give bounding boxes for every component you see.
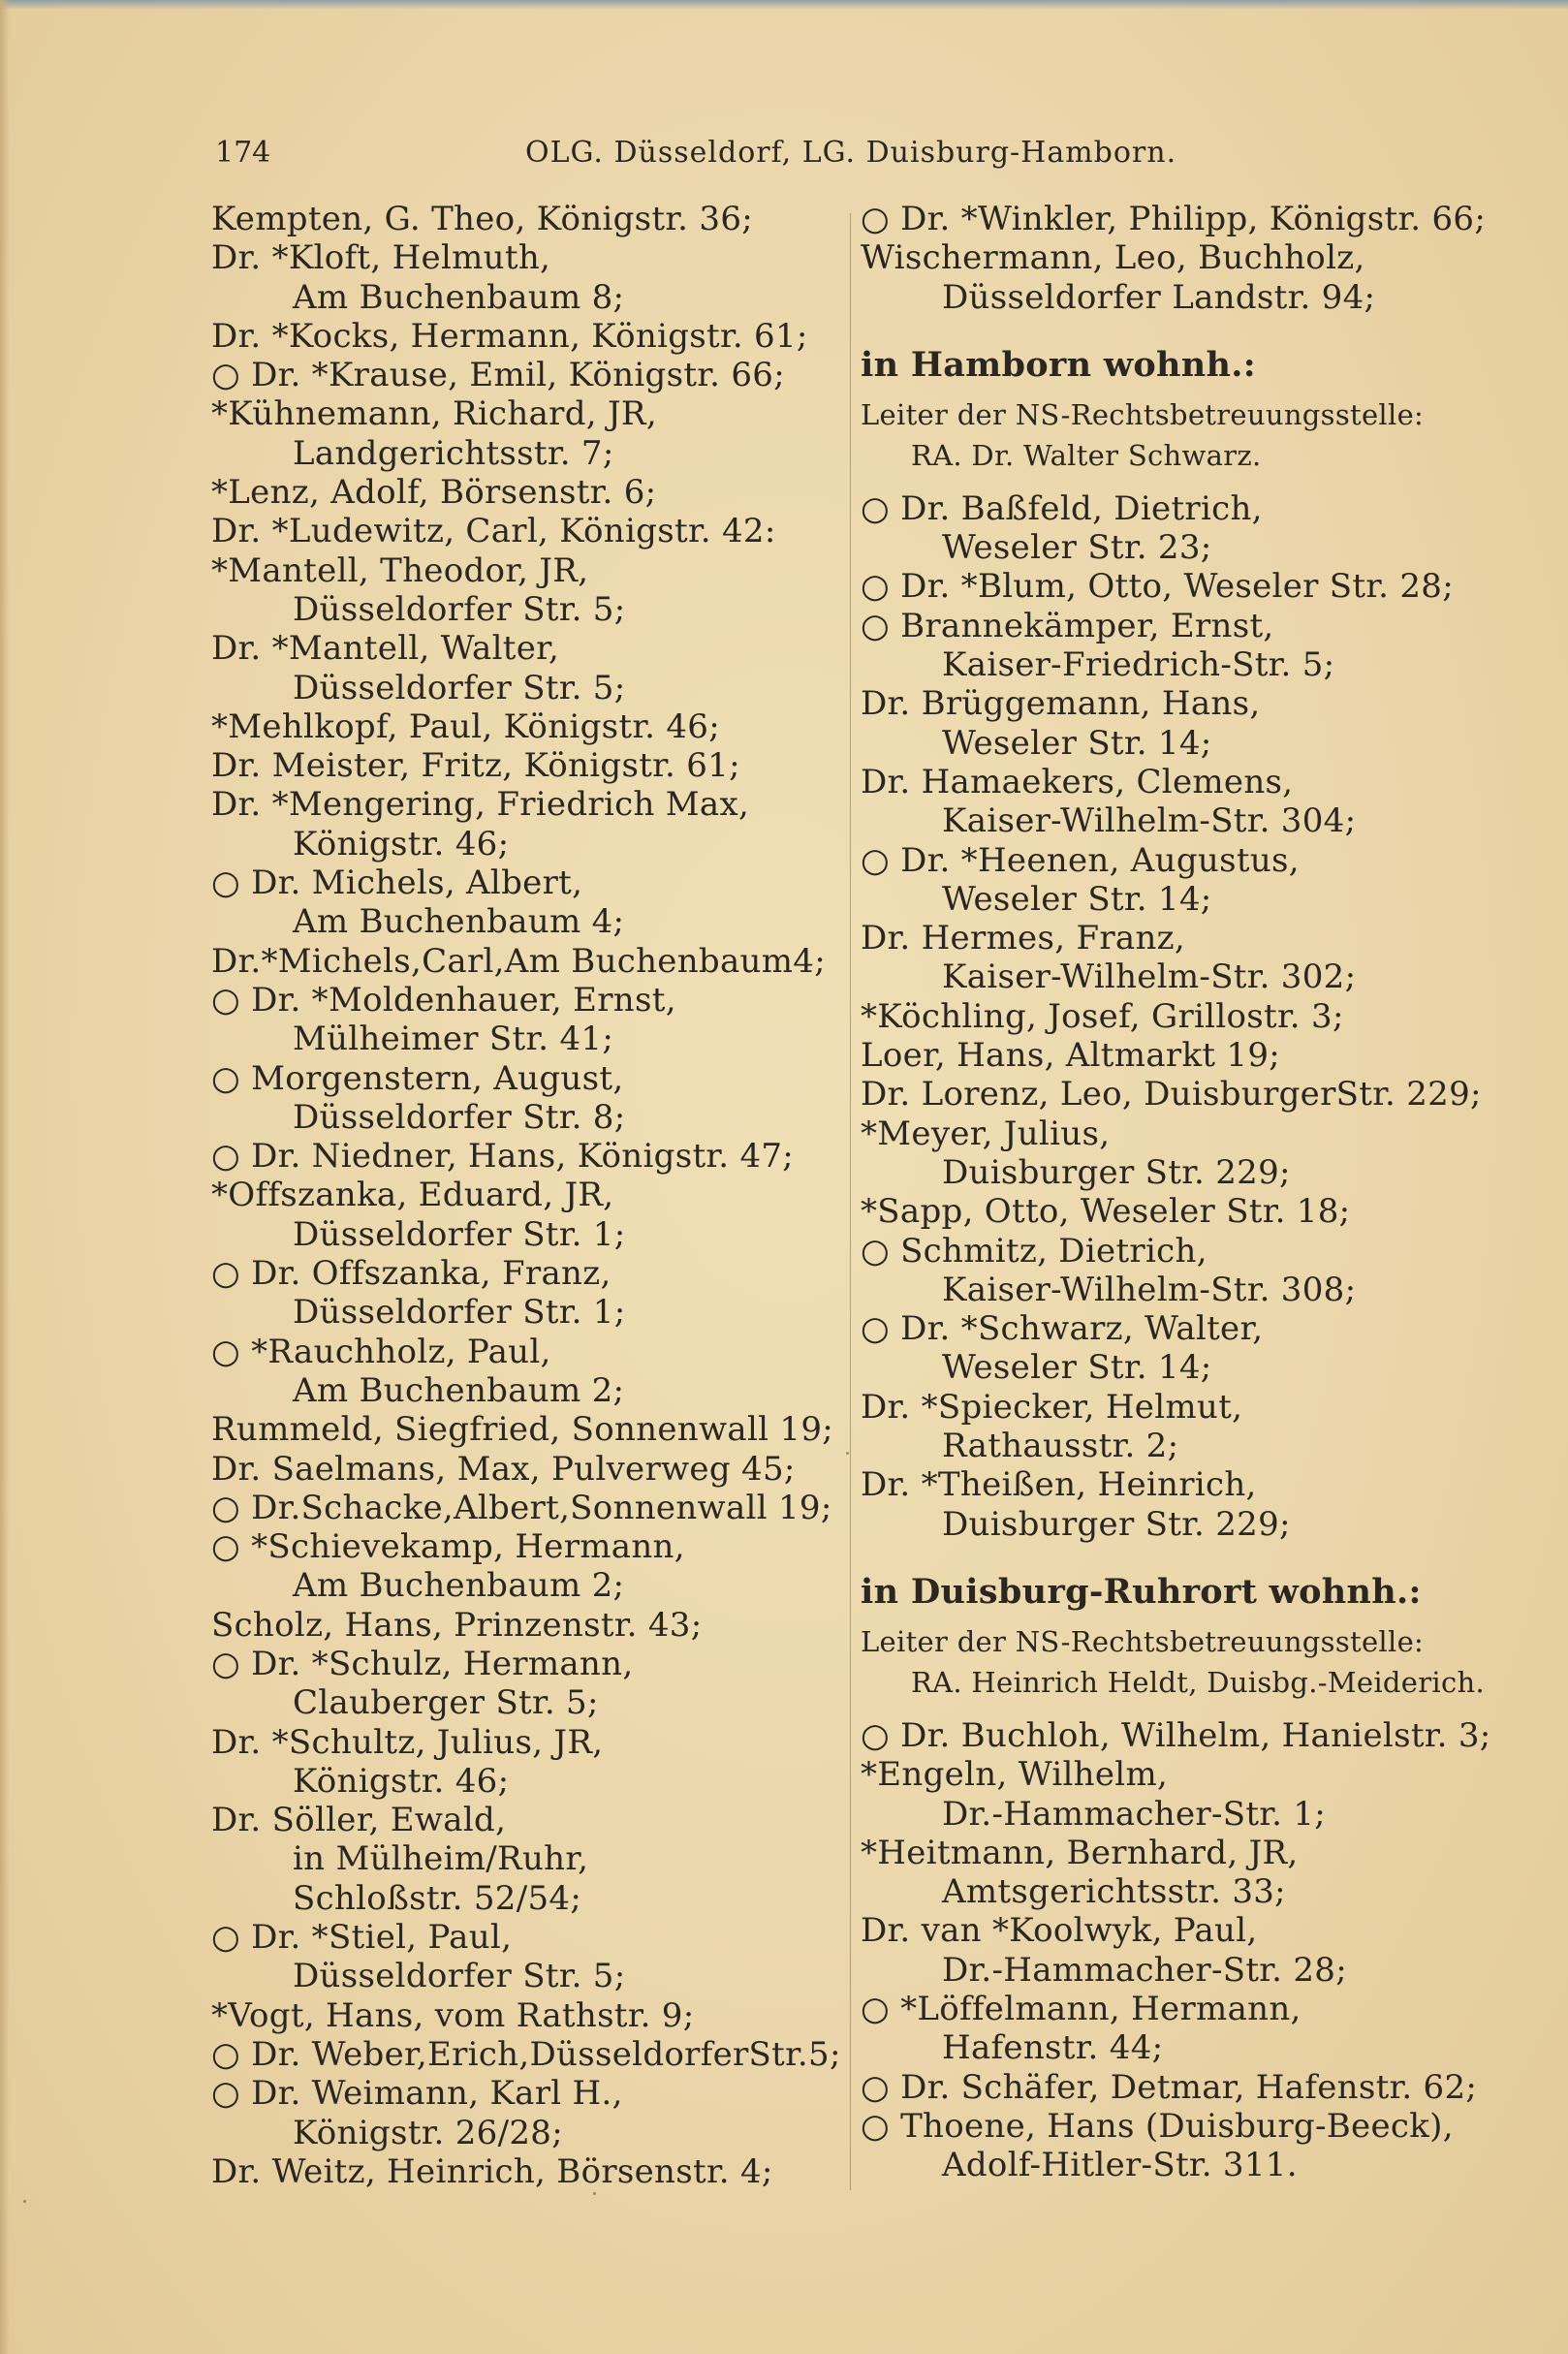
directory-entry: ○ Dr. Offszanka, Franz, <box>211 1254 612 1294</box>
entry-continuation-line: Kaiser-Friedrich-Str. 5; <box>942 645 1335 685</box>
entry-continuation-line: Düsseldorfer Str. 5; <box>293 589 626 629</box>
entry-continuation-line: in Mülheim/Ruhr, <box>293 1839 589 1879</box>
directory-entry: ○ Dr. *Blum, Otto, Weseler Str. 28; <box>861 567 1454 607</box>
entry-continuation-line: Düsseldorfer Landstr. 94; <box>942 277 1376 317</box>
directory-entry: Dr. *Schultz, Julius, JR, <box>211 1722 604 1762</box>
section-heading-hamborn: in Hamborn wohnh.: <box>861 344 1256 385</box>
directory-entry: ○ Dr. Michels, Albert, <box>211 863 583 903</box>
entry-continuation-line: Clauberger Str. 5; <box>293 1683 599 1723</box>
paper-speck <box>846 1452 849 1455</box>
directory-entry: ○ *Schievekamp, Hermann, <box>211 1527 685 1567</box>
directory-entry: Dr. Meister, Fritz, Königstr. 61; <box>211 746 740 786</box>
entry-continuation-line: Düsseldorfer Str. 5; <box>293 668 626 707</box>
directory-entry: *Sapp, Otto, Weseler Str. 18; <box>861 1192 1351 1232</box>
directory-entry: Loer, Hans, Altmarkt 19; <box>861 1036 1281 1076</box>
directory-entry: ○ Dr. *Moldenhauer, Ernst, <box>211 980 676 1020</box>
left-column <box>211 200 841 2191</box>
directory-entry: Rummeld, Siegfried, Sonnenwall 19; <box>211 1410 834 1450</box>
directory-entry: ○ *Rauchholz, Paul, <box>211 1332 551 1371</box>
directory-entry: *Lenz, Adolf, Börsenstr. 6; <box>211 473 657 513</box>
directory-entry: *Köchling, Josef, Grillostr. 3; <box>861 996 1344 1036</box>
entry-continuation-line: Weseler Str. 23; <box>942 528 1212 568</box>
directory-entry: ○ Dr. *Schulz, Hermann, <box>211 1644 634 1683</box>
directory-entry: Dr. Lorenz, Leo, DuisburgerStr. 229; <box>861 1075 1482 1114</box>
hamborn-entries <box>861 489 1490 1544</box>
entry-continuation-line: Düsseldorfer Str. 1; <box>293 1293 626 1333</box>
directory-entry: Dr. Hamaekers, Clemens, <box>861 762 1294 801</box>
entry-continuation-line: Amtsgerichtsstr. 33; <box>942 1872 1286 1912</box>
directory-entry: *Mantell, Theodor, JR, <box>211 550 589 590</box>
entry-continuation-line: Dr.-Hammacher-Str. 1; <box>942 1794 1327 1834</box>
directory-entry: Dr. Hermes, Franz, <box>861 919 1185 958</box>
directory-entry: ○ Dr. Niedner, Hans, Königstr. 47; <box>211 1137 795 1177</box>
directory-entry: ○ Morgenstern, August, <box>211 1058 624 1098</box>
entry-continuation-line: Kaiser-Wilhelm-Str. 308; <box>942 1270 1357 1309</box>
entry-continuation-line: Schloßstr. 52/54; <box>293 1878 582 1918</box>
ruhrort-entries <box>861 1716 1490 2185</box>
running-head: OLG. Düsseldorf, LG. Duisburg-Hamborn. <box>525 136 1177 170</box>
directory-entry: *Vogt, Hans, vom Rathstr. 9; <box>211 1995 695 2035</box>
entry-continuation-line: Königstr. 46; <box>293 824 510 863</box>
directory-entry: Wischermann, Leo, Buchholz, <box>861 238 1365 278</box>
entry-continuation-line: Weseler Str. 14; <box>942 1348 1212 1388</box>
right-column <box>861 200 1490 2184</box>
directory-entry: *Heitmann, Bernhard, JR, <box>861 1833 1299 1872</box>
directory-entry: *Kühnemann, Richard, JR, <box>211 394 657 434</box>
entry-continuation-line: Am Buchenbaum 2; <box>293 1370 625 1410</box>
directory-entry: Dr. *Kocks, Hermann, Königstr. 61; <box>211 316 808 356</box>
directory-entry: Dr.*Michels,Carl,Am Buchenbaum4; <box>211 941 826 981</box>
entry-continuation-line: Am Buchenbaum 2; <box>293 1566 625 1606</box>
paper-speck <box>593 2192 596 2195</box>
directory-entry: Dr. Saelmans, Max, Pulverweg 45; <box>211 1449 796 1489</box>
entry-continuation-line: Mülheimer Str. 41; <box>293 1020 614 1059</box>
directory-entry: ○ Dr. Weimann, Karl H., <box>211 2074 623 2114</box>
entry-continuation-line: Duisburger Str. 229; <box>942 1152 1291 1192</box>
directory-entry: ○ Dr.Schacke,Albert,Sonnenwall 19; <box>211 1488 832 1527</box>
entry-continuation-line: Dr.-Hammacher-Str. 28; <box>942 1950 1347 1990</box>
directory-entry: Dr. *Kloft, Helmuth, <box>211 238 551 278</box>
directory-entry: *Engeln, Wilhelm, <box>861 1755 1169 1795</box>
directory-entry: ○ Thoene, Hans (Duisburg-Beeck), <box>861 2106 1454 2146</box>
entry-continuation-line: Hafenstr. 44; <box>942 2028 1164 2068</box>
entry-continuation-line: Landgerichtsstr. 7; <box>293 433 614 473</box>
directory-entry: Dr. Söller, Ewald, <box>211 1801 507 1840</box>
directory-entry: *Mehlkopf, Paul, Königstr. 46; <box>211 706 720 746</box>
right-top-entries <box>861 200 1490 317</box>
directory-entry: ○ Dr. *Winkler, Philipp, Königstr. 66; <box>861 200 1487 238</box>
entry-continuation-line: Adolf-Hitler-Str. 311. <box>942 2146 1298 2185</box>
leiter-name-ruhrort: RA. Heinrich Heldt, Duisbg.-Meiderich. <box>911 1665 1486 1699</box>
directory-entry: ○ Dr. *Heenen, Augustus, <box>861 840 1300 880</box>
entry-continuation-line: Am Buchenbaum 8; <box>293 277 625 317</box>
entry-continuation-line: Weseler Str. 14; <box>942 879 1212 919</box>
entry-continuation-line: Düsseldorfer Str. 5; <box>293 1957 626 1996</box>
directory-entry: ○ Dr. *Schwarz, Walter, <box>861 1309 1264 1349</box>
directory-entry: *Offszanka, Eduard, JR, <box>211 1176 614 1215</box>
directory-entry: ○ Dr. Weber,Erich,DüsseldorferStr.5; <box>211 2034 841 2074</box>
entry-continuation-line: Duisburger Str. 229; <box>942 1504 1291 1544</box>
entry-continuation-line: Kaiser-Wilhelm-Str. 302; <box>942 957 1357 997</box>
directory-entry: ○ Dr. Baßfeld, Dietrich, <box>861 488 1263 528</box>
directory-entry: Dr. *Spiecker, Helmut, <box>861 1387 1243 1427</box>
directory-entry: ○ Dr. Schäfer, Detmar, Hafenstr. 62; <box>861 2067 1478 2107</box>
entry-continuation-line: Kaiser-Wilhelm-Str. 304; <box>942 801 1357 841</box>
entry-continuation-line: Weseler Str. 14; <box>942 723 1212 763</box>
directory-entry: ○ Dr. Buchloh, Wilhelm, Hanielstr. 3; <box>861 1715 1491 1755</box>
leiter-label-ruhrort: Leiter der NS-Rechtsbetreuungsstelle: <box>861 1624 1425 1658</box>
directory-entry: Dr. Brüggemann, Hans, <box>861 684 1261 724</box>
entry-continuation-line: Rathausstr. 2; <box>942 1427 1179 1466</box>
directory-entry: Dr. *Ludewitz, Carl, Königstr. 42: <box>211 512 776 551</box>
directory-entry: Dr. van *Koolwyk, Paul, <box>861 1911 1258 1951</box>
directory-entry: *Meyer, Julius, <box>861 1114 1111 1153</box>
directory-entry: Dr. *Theißen, Heinrich, <box>861 1465 1257 1505</box>
page-header <box>215 130 1204 176</box>
paper-speck <box>23 2200 26 2203</box>
entry-continuation-line: Königstr. 26/28; <box>293 2113 563 2152</box>
page-number: 174 <box>215 136 271 170</box>
column-divider <box>850 213 851 2190</box>
leiter-label-hamborn: Leiter der NS-Rechtsbetreuungsstelle: <box>861 397 1425 431</box>
directory-entry: ○ *Löffelmann, Hermann, <box>861 1989 1301 2028</box>
directory-entry: Scholz, Hans, Prinzenstr. 43; <box>211 1605 703 1645</box>
scan-edge-left <box>0 0 10 2354</box>
section-heading-ruhrort: in Duisburg-Ruhrort wohnh.: <box>861 1571 1422 1612</box>
scan-edge-top <box>0 0 1568 10</box>
directory-entry: Dr. *Mengering, Friedrich Max, <box>211 785 750 825</box>
directory-entry: ○ Schmitz, Dietrich, <box>861 1231 1207 1271</box>
directory-entry: Dr. Weitz, Heinrich, Börsenstr. 4; <box>211 2151 773 2191</box>
directory-entry: ○ Brannekämper, Ernst, <box>861 606 1274 645</box>
directory-entry: ○ Dr. *Krause, Emil, Königstr. 66; <box>211 356 785 395</box>
leiter-name-hamborn: RA. Dr. Walter Schwarz. <box>911 438 1262 472</box>
directory-entry: ○ Dr. *Stiel, Paul, <box>211 1918 513 1958</box>
directory-entry: Dr. *Mantell, Walter, <box>211 629 560 669</box>
entry-continuation-line: Düsseldorfer Str. 8; <box>293 1097 626 1137</box>
entry-continuation-line: Düsseldorfer Str. 1; <box>293 1214 626 1254</box>
entry-continuation-line: Königstr. 46; <box>293 1761 510 1801</box>
directory-entry: Kempten, G. Theo, Königstr. 36; <box>211 200 754 238</box>
entry-continuation-line: Am Buchenbaum 4; <box>293 902 625 942</box>
